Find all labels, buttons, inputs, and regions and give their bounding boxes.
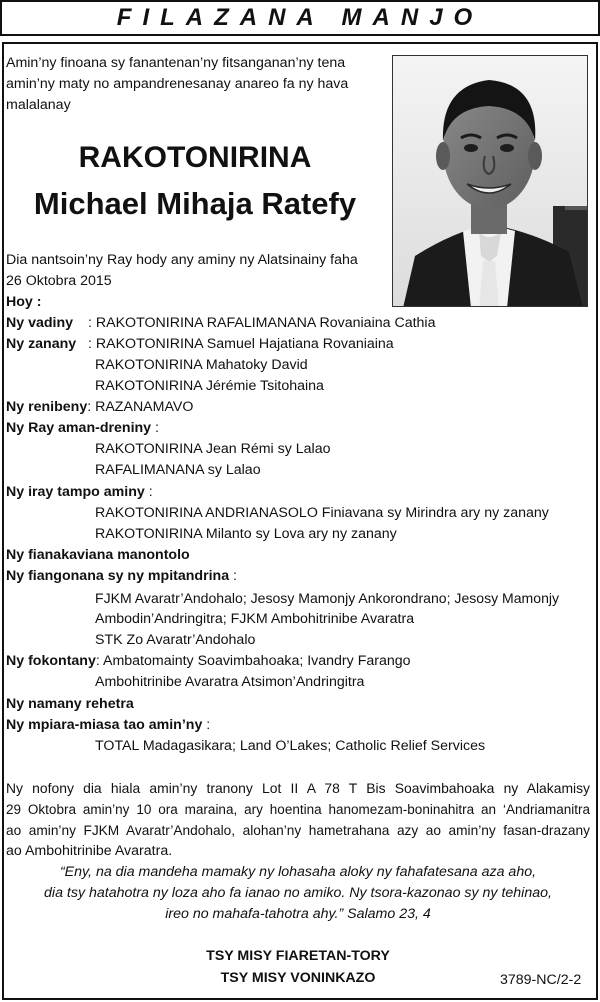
fiangonana-value-1: FJKM Avaratr’Andohalo; Jesosy Mamonjy Ankorondrano; Jesosy Mamonjy [95,590,560,606]
ray-aman-dreniny-line: Ny Ray aman-dreniny : [6,420,159,436]
funeral-line-4: ao Ambohitrinibe Avaratra. [6,843,173,859]
vadiny-label: Ny vadiny [6,315,74,331]
fokontany-value-1: : Ambatomainty Soavimbahoaka; Ivandry Farango [95,653,411,669]
zanany-label: Ny zanany [6,336,77,352]
ray-aman-dreniny-value-2: RAFALIMANANA sy Lalao [95,462,261,478]
intro-line-3: malalanay [6,97,71,113]
fokontany-value-2: Ambohitrinibe Avaratra Atsimon’Andringitra [95,674,365,690]
notice-title: FILAZANA MANJO [116,4,484,31]
closing-line-2: TSY MISY VONINKAZO [220,970,376,986]
iray-tampo-value-2: RAKOTONIRINA Milanto sy Lova ary ny zanany [95,526,397,542]
renibeny-value: : RAZANAMAVO [87,399,194,415]
zanany-value-3: RAKOTONIRINA Jérémie Tsitohaina [95,378,324,394]
funeral-line-1: Ny nofony dia hiala amin’ny tranony Lot II A 78 T Bis Soavimbahoaka ny Alakamisy [6,780,590,796]
death-notice-line-2: 26 Oktobra 2015 [6,273,112,289]
namany-label: Ny namany rehetra [6,696,134,712]
renibeny-label: Ny renibeny [6,399,88,415]
fokontany-label: Ny fokontany [6,653,96,669]
vadiny-value: : RAKOTONIRINA RAFALIMANANA Rovaniaina Cathia [88,315,436,331]
quote-line-3: ireo no mahafa-tahotra ahy.” Salamo 23, 4 [165,906,431,922]
ray-aman-dreniny-label: Ny Ray aman-dreniny [6,420,152,436]
mpiara-miasa-line: Ny mpiara-miasa tao amin’ny : [6,717,211,733]
fiangonana-line: Ny fiangonana sy ny mpitandrina : [6,568,237,584]
fokontany-line [6,651,411,672]
reference-number: 3789-NC/2-2 [500,972,582,988]
closing-line-1: TSY MISY FIARETAN-TORY [206,948,390,964]
quote-line-2: dia tsy hatahotra ny loza aho fa ianao no amiko. Ny tsora-kazonao sy ny tehinao, [44,885,552,901]
mpiara-miasa-value: TOTAL Madagasikara; Land O’Lakes; Catholic Relief Services [95,738,486,754]
deceased-surname: RAKOTONIRINA [78,141,312,174]
intro-line-2: amin’ny maty no ampandrenesanay anareo fa ny hava [6,76,349,92]
funeral-line-2: 29 Oktobra amin’ny 10 ora maraina, ary hoentina hanomezam-boninahitra an ‘Andriamanitra [6,802,590,817]
mpiara-miasa-label: Ny mpiara-miasa tao amin’ny [6,717,203,733]
funeral-line-3: ao amin’ny FJKM Avaratr’Andohalo, alohan’ny hametrahana azy ao amin’ny fasan-drazany [6,823,590,838]
renibeny-line [6,397,193,418]
zanany-value-1: : RAKOTONIRINA Samuel Hajatiana Rovaniaina [88,336,394,352]
iray-tampo-label: Ny iray tampo aminy [6,484,145,500]
notice-header [0,0,600,36]
portrait-photo [392,55,588,307]
iray-tampo-line: Ny iray tampo aminy : [6,484,153,500]
iray-tampo-value-1: RAKOTONIRINA ANDRIANASOLO Finiavana sy Mirindra ary ny zanany [95,505,549,521]
hoy-label: Hoy : [6,294,42,310]
ray-aman-dreniny-value-1: RAKOTONIRINA Jean Rémi sy Lalao [95,441,331,457]
portrait-image [393,56,588,307]
death-notice-line-1: Dia nantsoin’ny Ray hody any aminy ny Alatsinainy faha [6,252,358,268]
zanany-value-2: RAKOTONIRINA Mahatoky David [95,357,308,373]
quote-line-1: “Eny, na dia mandeha mamaky ny lohasaha aloky ny fahafatesana aza aho, [59,864,537,880]
fiangonana-label: Ny fiangonana sy ny mpitandrina [6,568,230,584]
fianakaviana-label: Ny fianakaviana manontolo [6,547,190,563]
fiangonana-value-3: STK Zo Avaratr’Andohalo [95,632,256,648]
fiangonana-value-2: Ambodin’Andringitra; FJKM Ambohitrinibe Avaratra [95,611,415,627]
intro-line-1: Amin’ny finoana sy fanantenan’ny fitsanganan’ny tena [6,55,346,71]
deceased-given-names: Michael Mihaja Ratefy [33,186,357,221]
